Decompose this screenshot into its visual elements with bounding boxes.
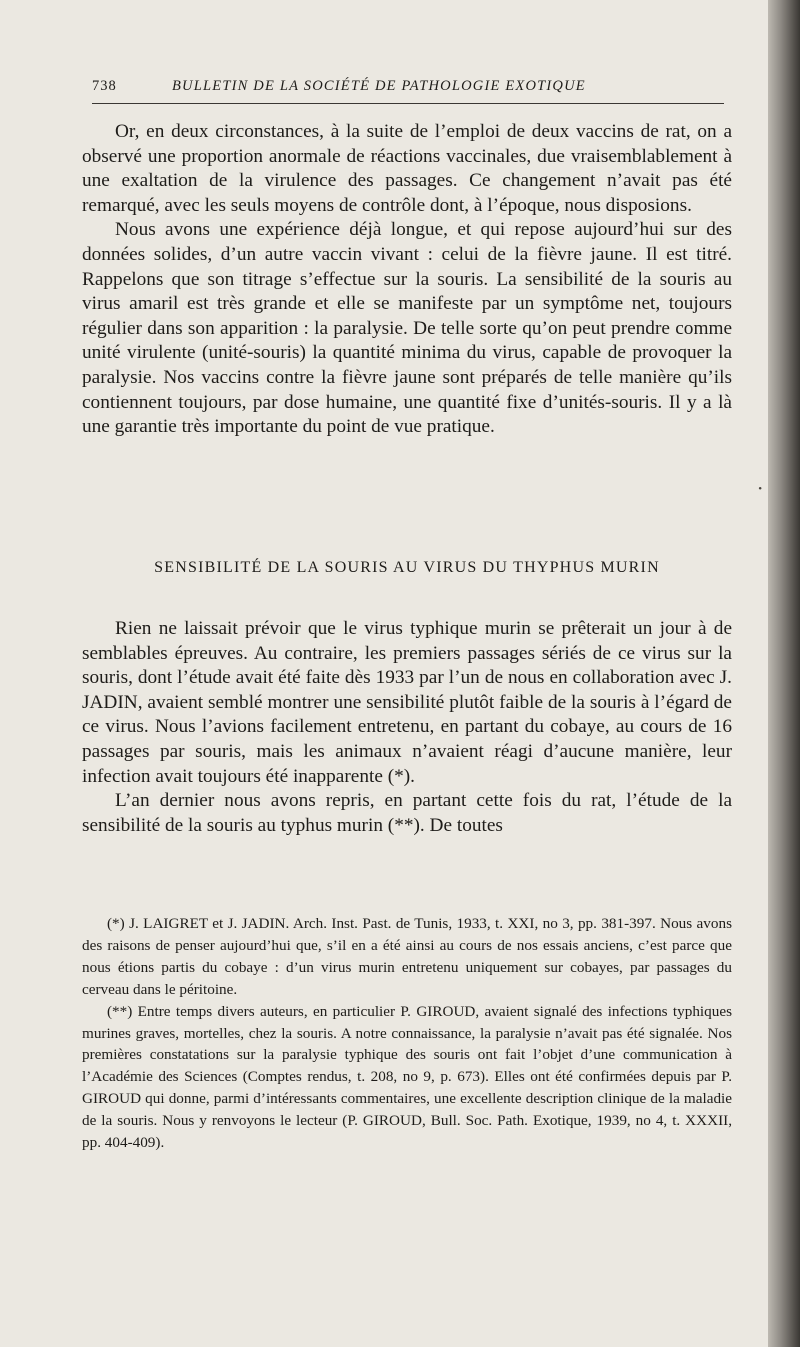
page-number: 738 bbox=[92, 78, 117, 94]
book-spine-shadow bbox=[768, 0, 800, 1347]
header-rule bbox=[92, 103, 724, 104]
paragraph-fievre-jaune: Nous avons une expérience déjà longue, et qui repose aujourd’hui sur des données solides, d’un autre vaccin vivant : celui de la fièvre jaune. Il est titré. Rappelons que son titrage s’effectue sur la souris. La sensibilité de la souris au virus amaril est très grande et elle se manifeste par un symptôme net, toujours régulier dans son apparition : la paralysie. De telle sorte qu’on peut prendre comme unité virulente (unité-souris) la quantité minima du virus, capable de provoquer la paralysie. Nos vaccins contre la fièvre jaune sont préparés de telle manière qu’ils contiennent toujours, par dose humaine, une quantité fixe d’unités-souris. Il y a là une garantie très importante du point de vue pratique. bbox=[82, 219, 732, 438]
footnotes bbox=[82, 913, 732, 1154]
footnote-2: (**) Entre temps divers auteurs, en particulier P. GIROUD, avaient signalé des infections typhiques murines graves, mortelles, chez la souris. A notre connaissance, la paralysie n’avait pas été signalée. Nos premières constatations sur la paralysie typhique des souris ont fait l’objet d’une communication à l’Académie des Sciences (Comptes rendus, t. 208, no 9, p. 673). Elles ont été confirmées depuis par P. GIROUD qui donne, parmi d’intéressants commentaires, une excellente description clinique de la maladie de la souris. Nous y renvoyons le lecteur (P. GIROUD, Bull. Soc. Path. Exotique, 1939, no 4, t. XXXII, pp. 404-409). bbox=[82, 1002, 732, 1152]
journal-title: BULLETIN DE LA SOCIÉTÉ DE PATHOLOGIE EXOTIQUE bbox=[172, 78, 586, 94]
body-block-upper bbox=[82, 120, 732, 440]
margin-speck: · bbox=[757, 476, 764, 500]
paragraph-typhus-murin: Rien ne laissait prévoir que le virus typhique murin se prêterait un jour à de semblables épreuves. Au contraire, les premiers passages sériés de ce virus sur la souris, dont l’étude avait été faite dès 1933 par l’un de nous en collaboration avec J. JADIN, avaient semblé montrer une sensibilité plutôt faible de la souris à l’égard de ce virus. Nous l’avions facilement entretenu, en partant du cobaye, au cours de 16 passages par souris, mais les animaux n’avaient réagi d’aucune manière, leur infection avait toujours été inapparente (*). bbox=[82, 618, 732, 787]
paragraph-vaccins-de-rat: Or, en deux circonstances, à la suite de l’emploi de deux vaccins de rat, on a observé une proportion anormale de réactions vaccinales, due vraisemblablement à une exaltation de la virulence des passages. Ce changement n’avait pas été remarqué, avec les seuls moyens de contrôle dont, à l’époque, nous disposions. bbox=[82, 121, 732, 216]
paragraph-an-dernier: L’an dernier nous avons repris, en partant cette fois du rat, l’étude de la sensibilité de la souris au typhus murin (**). De toutes bbox=[82, 790, 732, 836]
body-block-lower bbox=[82, 617, 732, 838]
footnote-1: (*) J. LAIGRET et J. JADIN. Arch. Inst. Past. de Tunis, 1933, t. XXI, no 3, pp. 381-397. Nous avons des raisons de penser aujourd’hui que, s’il en a été ainsi au cours de nos essais anciens, c’est parce que nous étions partis du cobaye : d’un virus murin entretenu uniquement sur cobayes, par passages du cerveau dans le péritoine. bbox=[82, 915, 732, 998]
section-heading: SENSIBILITÉ DE LA SOURIS AU VIRUS DU THYPHUS MURIN bbox=[154, 559, 660, 576]
